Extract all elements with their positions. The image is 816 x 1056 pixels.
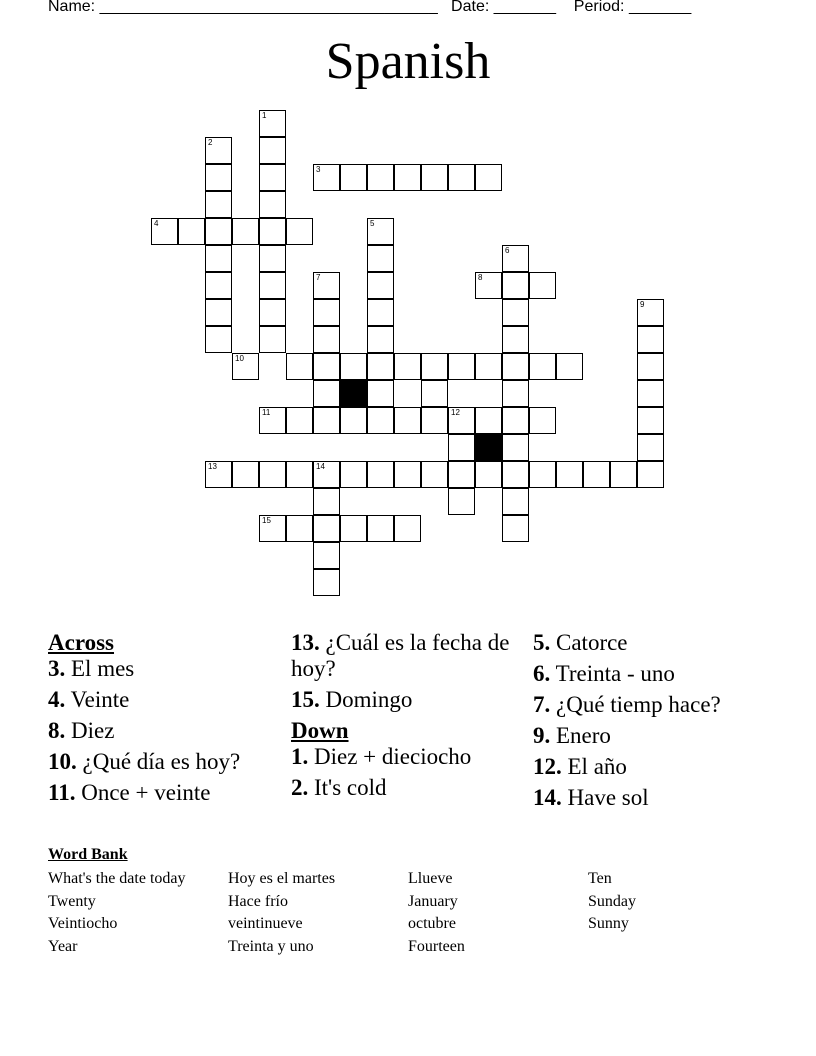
grid-cell[interactable] [313,407,340,434]
grid-cell[interactable] [448,434,475,461]
clue-number: 7 [316,273,321,282]
clue-number-label: 10. [48,749,77,774]
grid-cell[interactable] [205,137,232,164]
grid-cell[interactable] [529,272,556,299]
clue-heading: Across [48,630,115,655]
grid-cell[interactable] [367,353,394,380]
grid-cell[interactable] [367,245,394,272]
grid-cell[interactable] [475,272,502,299]
grid-cell[interactable] [421,380,448,407]
grid-cell[interactable] [394,461,421,488]
grid-cell[interactable] [367,380,394,407]
name-date-period-line: Name: ______________________________________ Date: _______ Period: _______ [48,0,692,15]
grid-cell[interactable] [313,326,340,353]
clue-number-label: 14. [533,785,562,810]
grid-cell[interactable] [313,488,340,515]
grid-cell[interactable] [529,461,556,488]
grid-cell[interactable] [340,515,367,542]
grid-cell[interactable] [637,299,664,326]
grid-cell[interactable] [340,164,367,191]
across-clue [48,749,278,775]
clue-number-label: 6. [533,661,551,686]
grid-cell[interactable] [421,353,448,380]
clue-text: Have sol [567,785,649,810]
grid-cell[interactable] [205,245,232,272]
grid-cell[interactable] [151,218,178,245]
grid-cell[interactable] [394,164,421,191]
grid-cell[interactable] [259,164,286,191]
grid-cell[interactable] [313,461,340,488]
grid-cell[interactable] [313,272,340,299]
clue-number: 1 [262,111,267,120]
clue-number-label: 13. [291,630,320,655]
clue-number: 10 [235,354,244,363]
grid-cell[interactable] [367,461,394,488]
grid-block-cell [475,434,502,461]
grid-cell[interactable] [205,272,232,299]
grid-cell[interactable] [205,326,232,353]
word-bank-column [228,868,408,958]
clue-text: Catorce [556,630,628,655]
grid-cell[interactable] [367,272,394,299]
clue-text: El año [567,754,627,779]
clue-text: It's cold [314,775,387,800]
clue-number: 14 [316,462,325,471]
grid-cell[interactable] [556,461,583,488]
grid-cell[interactable] [502,299,529,326]
down-clue [291,744,521,770]
grid-cell[interactable] [259,326,286,353]
grid-cell[interactable] [286,461,313,488]
grid-cell[interactable] [259,461,286,488]
clue-number-label: 11. [48,780,76,805]
grid-cell[interactable] [232,218,259,245]
grid-cell[interactable] [475,353,502,380]
clue-text: Enero [556,723,611,748]
grid-cell[interactable] [367,407,394,434]
grid-cell[interactable] [205,164,232,191]
grid-cell[interactable] [502,326,529,353]
grid-cell[interactable] [313,569,340,596]
grid-cell[interactable] [286,218,313,245]
grid-cell[interactable] [205,218,232,245]
across-clue [291,630,521,682]
clue-column-2 [291,630,521,806]
grid-cell[interactable] [259,272,286,299]
word-bank-column [408,868,588,958]
clue-number: 8 [478,273,483,282]
grid-cell[interactable] [340,407,367,434]
grid-cell[interactable] [286,353,313,380]
grid-cell[interactable] [637,461,664,488]
word-bank-item: What's the date today [48,870,186,887]
clue-number: 4 [154,219,159,228]
grid-cell[interactable] [637,326,664,353]
clue-number-label: 7. [533,692,551,717]
down-clue [533,661,773,687]
clue-number: 13 [208,462,217,471]
clue-number: 15 [262,516,271,525]
grid-cell[interactable] [421,461,448,488]
clue-number-label: 5. [533,630,551,655]
grid-cell[interactable] [205,461,232,488]
grid-cell[interactable] [232,461,259,488]
grid-cell[interactable] [421,164,448,191]
word-bank-item: Year [48,937,78,955]
clue-text: Domingo [325,687,413,712]
grid-cell[interactable] [340,461,367,488]
grid-cell[interactable] [502,434,529,461]
word-bank-column [588,868,768,936]
grid-cell[interactable] [178,218,205,245]
across-clue [48,656,278,682]
grid-cell[interactable] [502,272,529,299]
down-clue [533,723,773,749]
clue-text: Treinta - uno [555,661,675,686]
grid-cell[interactable] [502,407,529,434]
clue-text: Diez [71,718,115,743]
word-bank-item: Hace frío [228,892,288,910]
grid-cell[interactable] [448,353,475,380]
grid-cell[interactable] [637,407,664,434]
clue-number: 3 [316,165,321,174]
clue-number-label: 8. [48,718,66,743]
grid-cell[interactable] [394,515,421,542]
grid-cell[interactable] [394,407,421,434]
word-bank-item: veintinueve [228,915,303,933]
grid-cell[interactable] [367,164,394,191]
grid-cell[interactable] [502,488,529,515]
word-bank-item: Treinta y uno [228,937,314,955]
grid-cell[interactable] [313,380,340,407]
grid-cell[interactable] [502,380,529,407]
clue-number-label: 3. [48,656,66,681]
down-clue [533,785,773,811]
grid-cell[interactable] [313,164,340,191]
clue-number: 5 [370,219,375,228]
grid-cell[interactable] [232,353,259,380]
grid-cell[interactable] [259,137,286,164]
grid-cell[interactable] [313,542,340,569]
clue-number-label: 15. [291,687,320,712]
grid-cell[interactable] [502,245,529,272]
grid-cell[interactable] [259,191,286,218]
grid-cell[interactable] [448,407,475,434]
grid-cell[interactable] [367,515,394,542]
clue-number: 6 [505,246,510,255]
grid-cell[interactable] [421,407,448,434]
word-bank-item: Llueve [408,870,453,887]
grid-cell[interactable] [259,218,286,245]
grid-cell[interactable] [475,164,502,191]
grid-cell[interactable] [205,299,232,326]
clue-number: 11 [262,408,271,417]
word-bank-item: Veintiocho [48,915,118,933]
grid-cell[interactable] [475,461,502,488]
grid-cell[interactable] [313,353,340,380]
across-clue [48,718,278,744]
grid-block-cell [340,380,367,407]
grid-cell[interactable] [502,515,529,542]
grid-cell[interactable] [313,299,340,326]
clue-text: ¿Qué tiemp hace? [556,692,721,717]
clue-text: ¿Cuál es la fecha de hoy? [291,630,510,681]
grid-cell[interactable] [502,461,529,488]
grid-cell[interactable] [502,353,529,380]
word-bank-item: Fourteen [408,937,465,955]
word-bank-column [48,868,228,958]
down-clue [533,754,773,780]
clue-heading: Down [291,718,349,743]
grid-cell[interactable] [313,515,340,542]
clue-column-1 [48,630,278,811]
clue-number: 12 [451,408,460,417]
word-bank-item: octubre [408,915,456,933]
grid-cell[interactable] [259,245,286,272]
grid-cell[interactable] [637,380,664,407]
clue-number-label: 4. [48,687,66,712]
grid-cell[interactable] [259,407,286,434]
grid-cell[interactable] [637,434,664,461]
grid-cell[interactable] [394,353,421,380]
across-clue [48,780,278,806]
clue-number-label: 1. [291,744,309,769]
grid-cell[interactable] [475,407,502,434]
page-title: Spanish [325,33,491,90]
grid-cell[interactable] [286,407,313,434]
clue-text: Diez + dieciocho [314,744,472,769]
grid-cell[interactable] [637,353,664,380]
grid-cell[interactable] [259,110,286,137]
word-bank-item: January [408,892,458,910]
grid-cell[interactable] [259,299,286,326]
grid-cell[interactable] [610,461,637,488]
grid-cell[interactable] [556,353,583,380]
clue-number-label: 12. [533,754,562,779]
grid-cell[interactable] [367,299,394,326]
grid-cell[interactable] [448,488,475,515]
clue-number-label: 9. [533,723,551,748]
grid-cell[interactable] [205,191,232,218]
clue-column-3 [533,630,773,816]
across-clue [48,687,278,713]
grid-cell[interactable] [448,461,475,488]
grid-cell[interactable] [286,515,313,542]
down-clue [291,775,521,801]
grid-cell[interactable] [529,407,556,434]
clue-number-label: 2. [291,775,309,800]
clue-text: ¿Qué día es hoy? [82,749,241,774]
clue-text: Once + veinte [81,780,211,805]
word-bank-item: Sunny [588,915,629,933]
clue-text: El mes [71,656,135,681]
grid-cell[interactable] [448,164,475,191]
down-clue [533,630,773,656]
word-bank-item: Hoy es el martes [228,870,336,887]
word-bank-item: Ten [588,870,612,887]
grid-cell[interactable] [583,461,610,488]
word-bank-title: Word Bank [48,846,128,863]
grid-cell[interactable] [529,353,556,380]
across-clue [291,687,521,713]
clue-number: 2 [208,138,213,147]
down-clue [533,692,773,718]
grid-cell[interactable] [259,515,286,542]
word-bank-item: Twenty [48,892,96,910]
clue-text: Veinte [70,687,130,712]
grid-cell[interactable] [367,218,394,245]
grid-cell[interactable] [367,326,394,353]
word-bank-item: Sunday [588,892,636,910]
clue-number: 9 [640,300,645,309]
grid-cell[interactable] [340,353,367,380]
